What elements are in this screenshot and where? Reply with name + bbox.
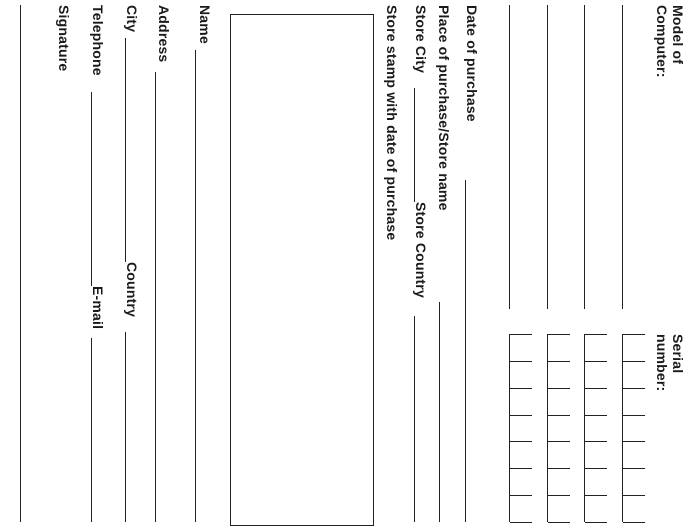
serial-cell-divider: [585, 334, 607, 335]
serial-cell-divider: [623, 361, 645, 362]
serial-cell-divider: [585, 441, 607, 442]
serial-cell-divider: [548, 361, 570, 362]
serial-cell-divider: [510, 388, 532, 389]
serial-cell-divider: [623, 495, 645, 496]
place-of-purchase-line[interactable]: [439, 302, 440, 522]
serial-row-2[interactable]: [584, 334, 585, 522]
serial-cell-divider: [548, 468, 570, 469]
city-line[interactable]: [125, 38, 126, 262]
name-label: Name: [197, 5, 213, 44]
serial-cell-divider: [510, 495, 532, 496]
serial-cell-divider: [623, 468, 645, 469]
date-of-purchase-line[interactable]: [465, 180, 466, 522]
store-country-label: Store Country: [413, 202, 429, 298]
city-label: City: [124, 5, 140, 33]
serial-cell-divider: [548, 441, 570, 442]
store-city-line[interactable]: [414, 88, 415, 202]
serial-cell-divider: [585, 495, 607, 496]
model-line-1[interactable]: [622, 5, 623, 309]
serial-cell-divider: [548, 522, 570, 523]
serial-cell-divider: [585, 388, 607, 389]
serial-cell-divider: [623, 522, 645, 523]
serial-row-1[interactable]: [622, 334, 623, 522]
country-line[interactable]: [125, 332, 126, 522]
telephone-line[interactable]: [91, 92, 92, 286]
email-label: E-mail: [90, 286, 106, 330]
serial-label-line1: Serial: [670, 334, 686, 374]
serial-cell-divider: [623, 388, 645, 389]
serial-cell-divider: [548, 495, 570, 496]
model-line-3[interactable]: [547, 5, 548, 309]
name-line[interactable]: [195, 50, 196, 522]
store-stamp-label: Store stamp with date of purchase: [384, 5, 400, 241]
country-label: Country: [124, 262, 140, 318]
email-line[interactable]: [91, 338, 92, 522]
serial-cell-divider: [510, 361, 532, 362]
address-line[interactable]: [155, 72, 156, 522]
serial-cell-divider: [623, 441, 645, 442]
model-line-4[interactable]: [509, 5, 510, 309]
model-line-2[interactable]: [584, 5, 585, 309]
serial-cell-divider: [510, 522, 532, 523]
store-country-line[interactable]: [414, 316, 415, 522]
serial-cell-divider: [510, 415, 532, 416]
signature-label: Signature: [56, 5, 72, 72]
model-label: [654, 5, 686, 78]
model-label-line2: Computer:: [654, 5, 670, 78]
model-label-line1: Model of: [670, 5, 686, 65]
store-city-label: Store City: [413, 5, 429, 74]
serial-cell-divider: [510, 468, 532, 469]
serial-cell-divider: [585, 415, 607, 416]
place-of-purchase-label: Place of purchase/Store name: [436, 5, 452, 211]
serial-cell-divider: [623, 415, 645, 416]
date-of-purchase-label: Date of purchase: [464, 5, 480, 122]
serial-row-4[interactable]: [509, 334, 510, 522]
store-stamp-box: [230, 14, 374, 526]
serial-cell-divider: [510, 441, 532, 442]
serial-label: [654, 334, 686, 391]
serial-cell-divider: [548, 334, 570, 335]
serial-cell-divider: [548, 415, 570, 416]
serial-row-3[interactable]: [547, 334, 548, 522]
telephone-label: Telephone: [90, 5, 106, 76]
serial-cell-divider: [585, 522, 607, 523]
address-label: Address: [156, 5, 172, 63]
serial-cell-divider: [585, 468, 607, 469]
serial-label-line2: number:: [654, 334, 670, 392]
serial-cell-divider: [623, 334, 645, 335]
serial-cell-divider: [510, 334, 532, 335]
signature-line[interactable]: [20, 5, 21, 522]
serial-cell-divider: [548, 388, 570, 389]
serial-cell-divider: [585, 361, 607, 362]
